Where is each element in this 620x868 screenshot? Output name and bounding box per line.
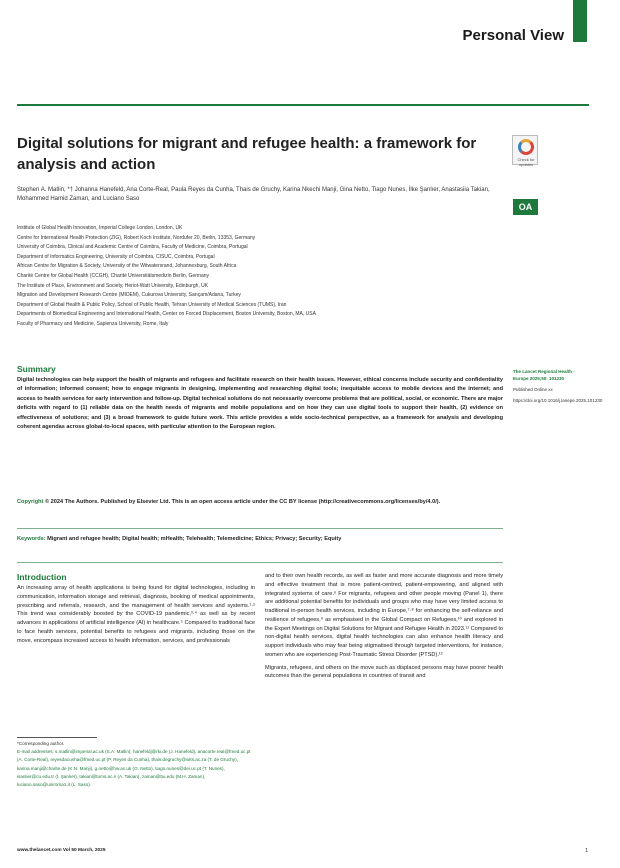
section-color-tab bbox=[573, 0, 587, 42]
summary-text: Digital technologies can help support the health of migrants and refugees and facilitate research on their health issues. However, ethical concerns include security and confidentiality of information; informed consent; how to engage migrants in designing, implementing and researching digital tools; inequitable access to mobile devices and the internet; and access to health services for early intervention and follow-up. Digital technical solutions do not necessarily overcome problems that are political, social, or economic. There are major deficits with regard to (1) reliable data on the health needs of migrants and mobile populations and on how they can use digital tools to support their health, (2) evidence on effectiveness of solutions; and (3) a broad framework to guide future work. This article provides a wide socio-technical perspective, as a framework for analysis and developing coherent agendas across global-to-local spaces, with particular attention to the European region. bbox=[17, 377, 503, 431]
header-rule bbox=[17, 104, 589, 106]
affiliation-item: Centre for International Health Protection (ZIG), Robert Koch Institute, Nordufer 20, Berlin, 13353, Germany bbox=[17, 234, 256, 241]
affiliation-item: Migration and Development Research Centre (MIDEM), Cukurova University, Sarıçam/Adana, Turkey bbox=[17, 292, 241, 299]
summary-heading: Summary bbox=[17, 364, 56, 374]
affiliation-item: African Centre for Migration & Society, University of the Witwatersrand, Johannesburg, South Africa bbox=[17, 263, 237, 270]
doi-link[interactable]: https://doi.org/10.1016/j.lanepe.2025.101230 bbox=[513, 398, 603, 403]
affiliation-item: The Institute of Place, Environment and Society, Heriot-Watt University, Edinburgh, UK bbox=[17, 282, 209, 289]
crossmark-label: Check for updates bbox=[517, 157, 535, 167]
copyright-line bbox=[17, 498, 503, 507]
keywords-label: Keywords: bbox=[17, 536, 46, 542]
affiliation-item: Department of Informatics Engineering, University of Coimbra, CISUC, Coimbra, Portugal bbox=[17, 253, 215, 260]
affiliation-list bbox=[17, 224, 507, 330]
corresponding-author: *Corresponding author. bbox=[17, 741, 65, 746]
affiliation-item: Faculty of Pharmacy and Medicine, Sapienza University, Rome, Italy bbox=[17, 320, 169, 327]
summary-divider bbox=[17, 528, 503, 529]
page-number: 1 bbox=[585, 848, 588, 854]
journal-side-note bbox=[513, 368, 603, 408]
affiliation-item: Department of Global Health & Public Policy, School of Public Health, Tehran University of Medical Sciences (TUMS), Iran bbox=[17, 301, 287, 308]
published-online: Published Online xx bbox=[513, 387, 553, 392]
keywords-text: Migrant and refugee health; Digital health; mHealth; Telehealth; Telemedicine; Ethics; Privacy; Security; Equity bbox=[47, 536, 342, 542]
open-access-badge: OA bbox=[513, 199, 538, 215]
keywords-divider bbox=[17, 562, 503, 563]
footnote-rule bbox=[17, 737, 97, 738]
affiliation-item: University of Coimbra, Clinical and Academic Centre of Coimbra, Faculty of Medicine, Coimbra, Portugal bbox=[17, 244, 248, 251]
crossmark-icon bbox=[518, 139, 534, 155]
footnote bbox=[17, 740, 255, 789]
author-list: Stephen A. Matlin, *† Johanna Hanefeld, Ana Corte-Real, Paula Reyes da Cunha, Thais de Gruchy, Karina Nkechi Manji, Gina Netto, Tiago Nunes, İlke Şanlıer, Anastasiia Takian, Mohammed Hamid Zaman, and Luciano Saso bbox=[17, 187, 490, 202]
intro-paragraph-2: Migrants, refugees, and others on the move such as displaced persons may have poorer health outcomes than the general populations in countries of transit and bbox=[265, 664, 503, 680]
article-title: Digital solutions for migrant and refugee health: a framework for analysis and action bbox=[17, 135, 477, 173]
journal-footer[interactable]: www.thelancet.com Vol 50 March, 2025 bbox=[17, 848, 106, 853]
affiliation-item: Institute of Global Health Innovation, Imperial College London, London, UK bbox=[17, 225, 183, 231]
introduction-heading: Introduction bbox=[17, 572, 67, 582]
section-label: Personal View bbox=[462, 27, 564, 44]
keywords-line bbox=[17, 535, 503, 544]
journal-citation: The Lancet Regional Health - Europe 2025;50: 101230 bbox=[513, 369, 575, 381]
intro-paragraph-1: and to their own health records, as well as faster and more accurate diagnosis and more timely and effective treatment that is more patient-centred, patient-empowering, and aligned with integrated systems of care.⁶ For migrants, refugees and other people moving (Panel 1), there are additional potential benefits for individuals and groups who may have very limited access to traditional in-person health services, including in Europe,⁷·⁸ for enhancing the self-reliance and resilience of refugees,⁹ as emphasised in the Global Compact on Refugees,¹⁰ and explored in the Expert Meetings on Digital Solutions for Migrant and Refugee Health in 2023.¹¹ Compared to non-digital health services, digital health technologies can also enhance health literacy and support individuals who may fear being stigmatised through targeted interventions, for instance, women who are experiencing Post-Traumatic Stress Disorder (PTSD).¹² bbox=[265, 573, 503, 658]
affiliation-item: Charité Centre for Global Health (CCGH), Charité Universitätsmedizin Berlin, Germany bbox=[17, 272, 210, 279]
copyright-text: © 2024 The Authors. Published by Elsevier Ltd. This is an open access article under the CC BY license (http://creativecommons.org/licenses/by/4.0/). bbox=[44, 499, 441, 505]
affiliation-item: Departments of Biomedical Engineering and International Health, Center on Forced Displacement, Boston University, Boston, MA, USA bbox=[17, 311, 316, 318]
introduction-right-column bbox=[265, 572, 503, 681]
introduction-left-column: An increasing array of health applications is being found for digital technologies, including in communication, information storage and retrieval, diagnosis, booking of medical appointments, prescribing and referrals, research, and the management of health services and systems.¹·² This trend was considerably boosted by the COVID-19 pandemic,³·⁴ as well as by recent advances in applications of artificial intelligence (AI) in healthcare.⁵ Compared to traditional face to face health services, potential benefits to refugees and migrants, including those on the move, encompass increased access to health information, services, and professionals bbox=[17, 585, 255, 644]
check-for-updates-badge[interactable] bbox=[512, 135, 538, 165]
email-addresses[interactable]: E-mail addresses: s.matlin@imperial.ac.uk (S.A. Matlin), hanefeldj@rki.de (J. Hanefeld), anacorte.real@fmed.uc.pt (A. Corte-Real), reyesdacunha@fmed.uc.pt (P. Reyes da Cunha), thais.degruchy@wits.ac.za (T. de Gruchy), karina.manji@charite.de (K.N. Manji), g.netto@hw.ac.uk (G. Netto), tiago.nunes@dei.uc.pt (T. Nunes), isanlier@cu.edu.tr (İ. Şanlıer), takian@tums.ac.ir (A. Takian), zaman@bu.edu (M.H. Zaman), luciano.saso@uniroma1.it (L. Saso). bbox=[17, 749, 251, 788]
copyright-label: Copyright bbox=[17, 499, 44, 505]
